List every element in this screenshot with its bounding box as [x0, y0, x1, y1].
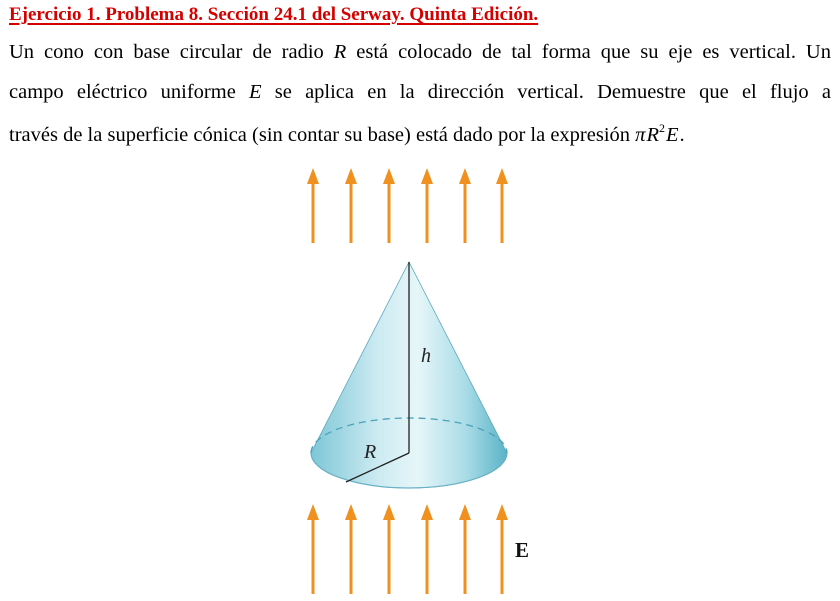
- field-arrow: [496, 504, 508, 594]
- field-label: E: [515, 538, 530, 562]
- line1-text-b: está colocado de tal forma que su eje es vertical. Un: [346, 41, 831, 63]
- line3-end: .: [679, 124, 685, 146]
- field-arrow: [459, 168, 471, 243]
- pi-symbol: π: [635, 124, 647, 146]
- field-arrow: [383, 168, 395, 243]
- field-arrows-bottom: [307, 504, 508, 594]
- field-arrows-top: [307, 168, 508, 243]
- expr-field: E: [665, 124, 680, 146]
- field-arrow: [383, 504, 395, 594]
- height-label: h: [421, 345, 431, 367]
- field-arrow: [345, 504, 357, 594]
- radius-symbol: R: [333, 41, 347, 63]
- field-symbol: E: [249, 81, 262, 103]
- expr-radius: R: [646, 124, 660, 146]
- field-arrow: [307, 168, 319, 243]
- line3-text: través de la superficie cónica (sin contar su base) está dado por la expresión: [9, 124, 636, 146]
- line2-text-b: se aplica en la dirección vertical. Demuestre que el flujo a: [261, 81, 831, 103]
- field-arrow: [496, 168, 508, 243]
- line2-text-a: campo eléctrico uniforme: [9, 81, 250, 103]
- line1-text-a: Un cono con base circular de radio: [9, 41, 334, 63]
- field-arrow: [421, 168, 433, 243]
- field-arrow: [421, 504, 433, 594]
- cone: [311, 262, 507, 488]
- field-arrow: [345, 168, 357, 243]
- field-arrow: [307, 504, 319, 594]
- field-arrow: [459, 504, 471, 594]
- expr-exponent: 2: [658, 121, 666, 135]
- radius-label: R: [364, 441, 377, 463]
- exercise-title: Ejercicio 1. Problema 8. Sección 24.1 del Serway. Quinta Edición.: [9, 4, 539, 25]
